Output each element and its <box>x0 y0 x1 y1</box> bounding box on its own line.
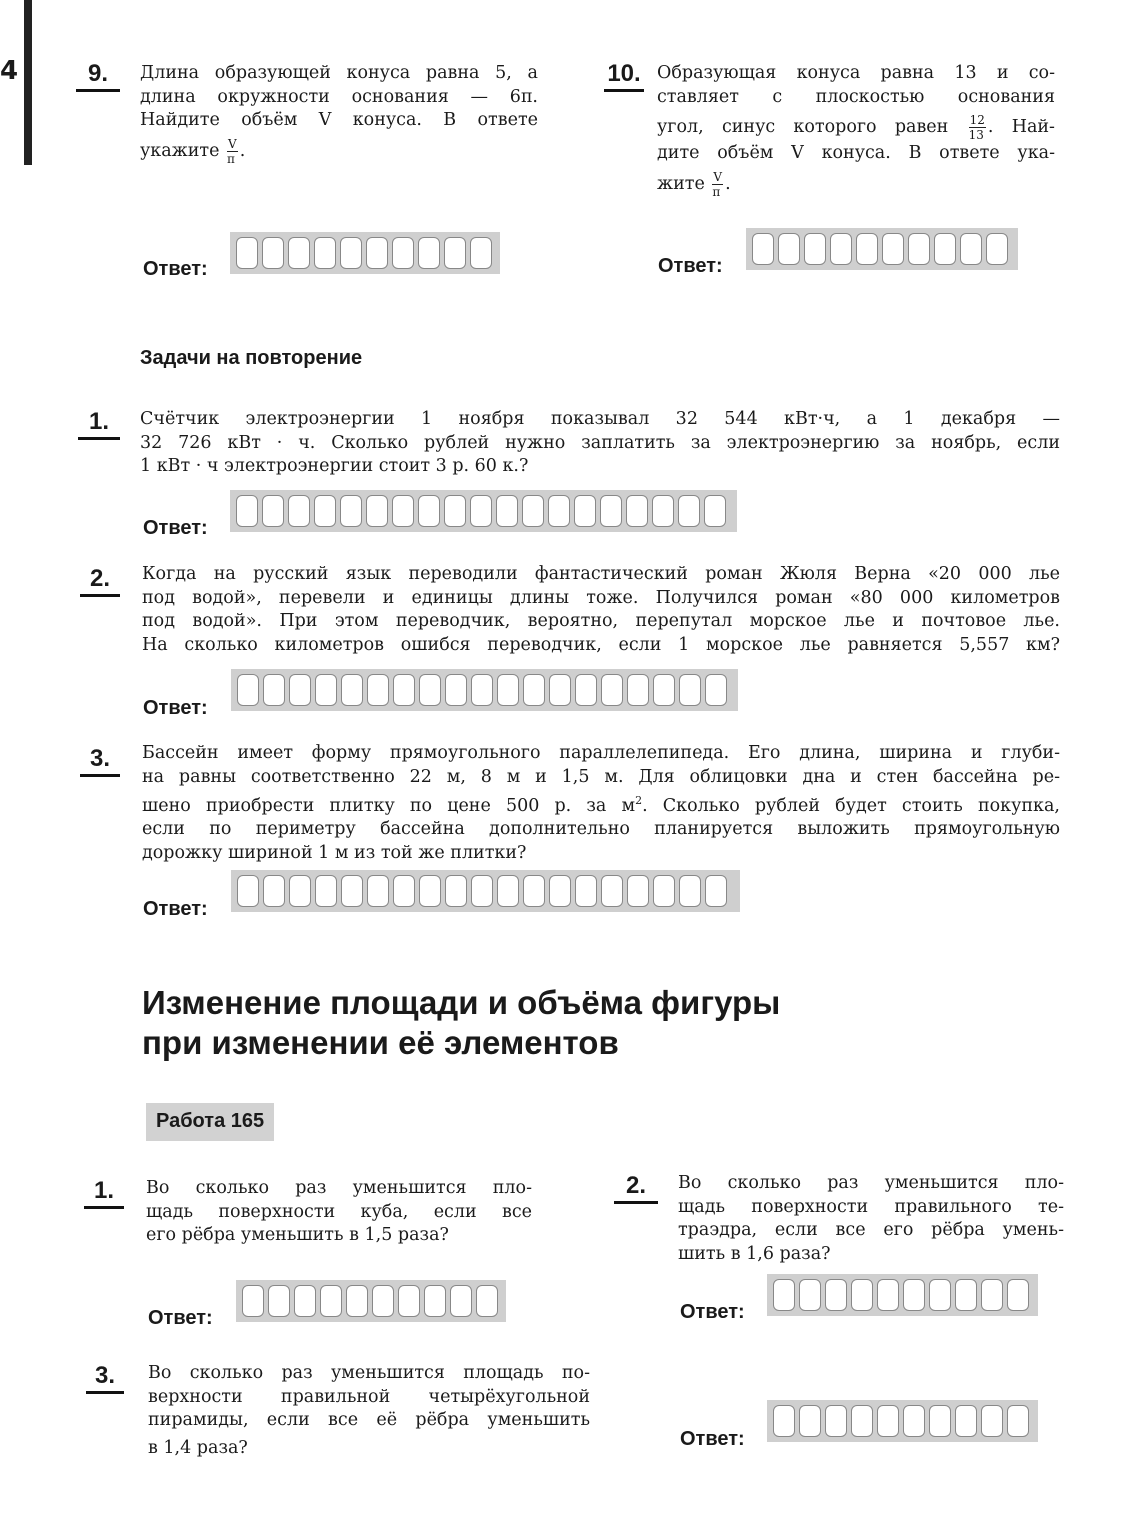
answer-boxes-chapter-1[interactable] <box>236 1280 506 1322</box>
fraction-v-over-pi: $\frac{V}{\pi}$ <box>712 169 723 199</box>
review-1-text: Счётчик электроэнергии 1 ноября показывал 32 544 кВт·ч, а 1 декабря — 32 726 кВт · ч. Сколько рублей нужно заплатить за электроэнергию за ноябрь, если 1 кВт · ч электроэнергии стоит 3 р. 60 к.? <box>140 409 1060 476</box>
answer-label-chapter-2: Ответ: <box>680 1301 745 1323</box>
chapter-problem-1-number: 1. <box>84 1177 124 1209</box>
fraction-sine-value: $\frac{12}{13}$ <box>968 113 985 142</box>
answer-boxes-review-2[interactable] <box>231 669 738 711</box>
problem-10-number: 10. <box>604 60 644 92</box>
chapter-problem-2-number: 2. <box>614 1172 658 1204</box>
answer-label-review-1: Ответ: <box>143 517 208 539</box>
answer-boxes-9[interactable] <box>230 232 500 274</box>
work-number-badge: Работа 165 <box>146 1103 274 1141</box>
chapter-title: Изменение площади и объёма фигуры при изменении её элементов <box>142 984 781 1061</box>
fraction-v-over-pi: $\frac{V}{\pi}$ <box>227 136 237 166</box>
page-edge-bar <box>24 0 32 165</box>
review-2-text: Когда на русский язык переводили фантастический роман Жюля Верна «20 000 лье под водой», перевели и единицы длины тоже. Получился роман «80 000 километров под водой». При этом переводчик, вероятно, перепутал морское лье и почтовое лье. На сколько километров ошибся переводчик, если 1 морское лье равняется 5,557 км? <box>142 564 1060 655</box>
answer-boxes-10[interactable] <box>746 228 1018 270</box>
chapter-problem-3-number: 3. <box>86 1362 124 1394</box>
answer-boxes-review-3[interactable] <box>231 870 740 912</box>
review-3-number: 3. <box>80 745 120 777</box>
answer-label-review-2: Ответ: <box>143 697 208 719</box>
answer-label-10: Ответ: <box>658 255 723 277</box>
problem-9-number: 9. <box>76 60 120 92</box>
chapter-problem-3-text: Во сколько раз уменьшится площадь по- верхности правильной четырёхугольной пирамиды, если все её рёбра уменьшить в 1,4 раза? <box>148 1363 590 1458</box>
review-1-number: 1. <box>78 408 120 440</box>
answer-label-chapter-3: Ответ: <box>680 1428 745 1450</box>
chapter-problem-1-text: Во сколько раз уменьшится пло- щадь поверхности куба, если все его рёбра уменьшить в 1,5 раза? <box>146 1178 532 1245</box>
problem-9-text: Длина образующей конуса равна 5, а длина окружности основания — 6π. Найдите объём V конуса. В ответе укажите $\frac{V}{\pi}$ . <box>140 63 538 166</box>
answer-boxes-chapter-3[interactable] <box>767 1400 1038 1442</box>
answer-boxes-chapter-2[interactable] <box>767 1274 1038 1316</box>
answer-boxes-review-1[interactable] <box>230 490 737 532</box>
section-title-review: Задачи на повторение <box>140 347 363 369</box>
review-2-number: 2. <box>80 565 120 597</box>
answer-label-chapter-1: Ответ: <box>148 1307 213 1329</box>
chapter-problem-2-text: Во сколько раз уменьшится пло- щадь поверхности правильного те- траэдра, если все его рёбра умень- шить в 1,6 раза? <box>678 1173 1064 1264</box>
answer-label-review-3: Ответ: <box>143 898 208 920</box>
problem-10-text: Образующая конуса равна 13 и со- ставляет с плоскостью основания угол, синус которого равен $\frac{12}{13}$ . Най- дите объём V конуса. В ответе ука- жите $\frac{V}{\pi}$ . <box>657 63 1055 199</box>
answer-label-9: Ответ: <box>143 258 208 280</box>
review-3-text: Бассейн имеет форму прямоугольного параллелепипеда. Его длина, ширина и глуби- на равны соответственно 22 м, 8 м и 1,5 м. Для облицовки дна и стен бассейна ре- шено приобрести плитку по цене 500 р. за $м^2$. Сколько рублей будет стоить покупка, если по периметру бассейна дополнительно планируется выложить прямоугольную дорожку шириной 1 м из той же плитки? <box>142 743 1060 863</box>
page-edge-number: 4 <box>0 56 19 86</box>
